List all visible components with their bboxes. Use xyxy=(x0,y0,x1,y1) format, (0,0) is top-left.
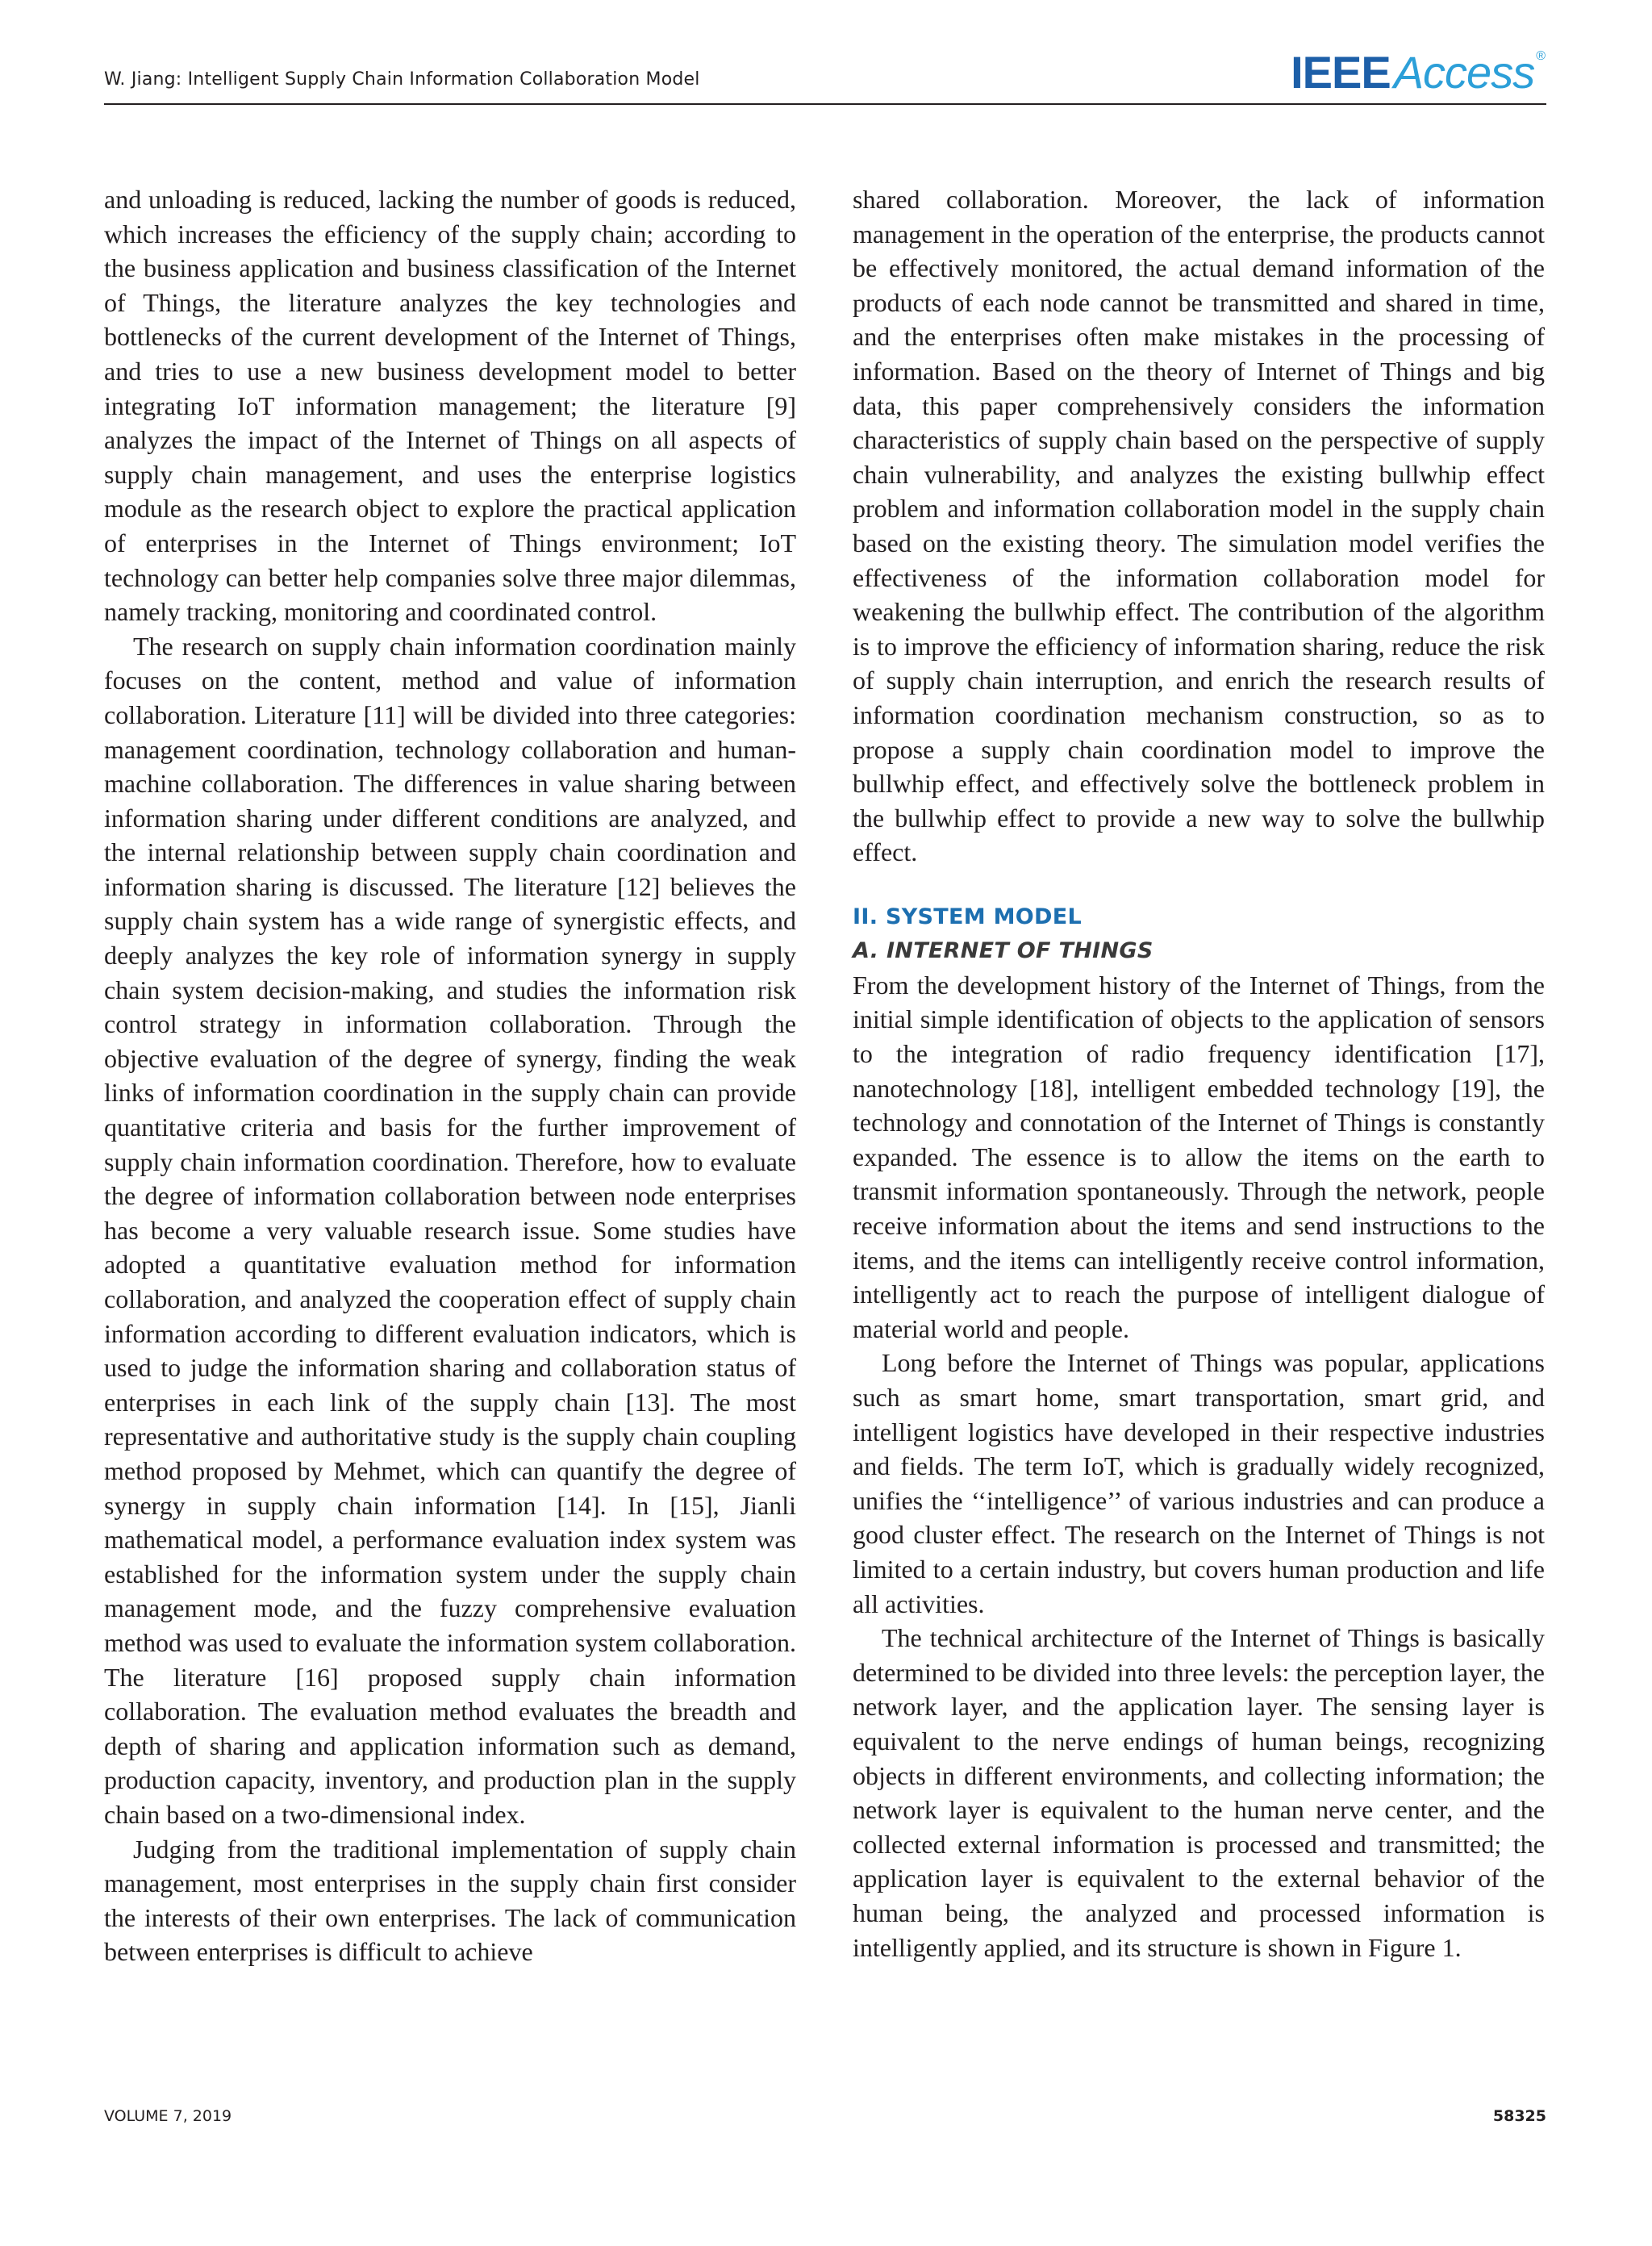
paragraph-iot-architecture: The technical architecture of the Internet of Things is basically determined to be divided into three levels: the perception layer, the network layer, and the application layer. The sensing layer is equivalent to the nerve endings of human beings, recognizing objects in different environments, and collecting information; the network layer is equivalent to the human nerve center, and the collected external information is processed and transmitted; the application layer is equivalent to the external behavior of the human being, the analyzed and processed information is intelligently applied, and its structure is shown in Figure 1. xyxy=(853,1623,1545,1962)
paragraph-traditional-implementation: Judging from the traditional implementation of supply chain management, most enterprises in the supply chain first consider the interests of their own enterprises. The lack of communication between enterprises is difficult to achieve xyxy=(104,1834,796,1967)
subsection-title: A. INTERNET OF THINGS xyxy=(853,937,1153,963)
paragraph-iot-history: From the development history of the Internet of Things, from the initial simple identification of objects to the application of sensors to the integration of radio frequency identification [17], nanotechnology [18], intelligent embedded technology [19], the technology and connotation of the Internet of Things is constantly expanded. The essence is to allow the items on the earth to transmit information spontaneously. Through the network, people receive information about the items and send instructions to the items, and the items can intelligently receive control information, intelligently act to reach the purpose of intelligent dialogue of material world and people. xyxy=(853,970,1545,1343)
logo-access-text: Access xyxy=(1393,47,1535,98)
logo-ieee-text: IEEE xyxy=(1291,47,1391,98)
running-head: W. Jiang: Intelligent Supply Chain Information Collaboration Model xyxy=(104,69,700,90)
paragraph-iot-applications: Long before the Internet of Things was popular, applications such as smart home, smart transportation, smart grid, and intelligent logistics have developed in their respective industries and fields. The term IoT, which is gradually widely recognized, unifies the ‘‘intelligence’’ of various industries and can produce a good cluster effect. The research on the Internet of Things is not limited to a certain industry, but covers human production and life all activities. xyxy=(853,1348,1545,1618)
logo-registered-mark: ® xyxy=(1536,49,1546,63)
paragraph-continued: and unloading is reduced, lacking the number of goods is reduced, which increases the efficiency of the supply chain; according to the business application and business classification of the Internet of Things, the literature analyzes the key technologies and bottlenecks of the current development of the Internet of Things, and tries to use a new business development model to better integrating IoT information management; the literature [9] analyzes the impact of the Internet of Things on all aspects of supply chain management, and uses the enterprise logistics module as the research object to explore the practical application of enterprises in the Internet of Things environment; IoT technology can better help companies solve three major dilemmas, namely tracking, monitoring and coordinated control. xyxy=(104,185,796,627)
ieee-access-logo xyxy=(1291,47,1546,98)
footer-page-number: 58325 xyxy=(1492,2107,1546,2125)
footer-volume: VOLUME 7, 2019 xyxy=(104,2107,232,2125)
header-rule xyxy=(104,103,1546,105)
paragraph-shared-collaboration: shared collaboration. Moreover, the lack of information management in the operation of the enterprise, the products cannot be effectively monitored, the actual demand information of the products of each node cannot be transmitted and shared in time, and the enterprises often make mistakes in the processing of information. Based on the theory of Internet of Things and big data, this paper comprehensively considers the information characteristics of supply chain based on the perspective of supply chain vulnerability, and analyzes the existing bullwhip effect problem and information collaboration model in the supply chain based on the existing theory. The simulation model verifies the effectiveness of the information collaboration model for weakening the bullwhip effect. The contribution of the algorithm is to improve the efficiency of information sharing, reduce the risk of supply chain interruption, and enrich the research results of information coordination mechanism construction, so as to propose a supply chain coordination model to improve the bullwhip effect, and effectively solve the bottleneck problem in the bullwhip effect to provide a new way to solve the bullwhip effect. xyxy=(853,185,1545,867)
section-title: II. SYSTEM MODEL xyxy=(853,904,1083,929)
paragraph-research-coordination: The research on supply chain information coordination mainly focuses on the content, method and value of information collaboration. Literature [11] will be divided into three categories: management coordination, technology collaboration and human-machine collaboration. The differences in value sharing between information sharing under different conditions are analyzed, and the internal relationship between supply chain coordination and information sharing is discussed. The literature [12] believes the supply chain system has a wide range of synergistic effects, and deeply analyzes the key role of information synergy in supply chain system decision-making, and studies the information risk control strategy in information collaboration. Through the objective evaluation of the degree of synergy, finding the weak links of information coordination in the supply chain can provide quantitative criteria and basis for the further improvement of supply chain information coordination. Therefore, how to evaluate the degree of information collaboration between node enterprises has become a very valuable research issue. Some studies have adopted a quantitative evaluation method for information collaboration, and analyzed the cooperation effect of supply chain information according to different evaluation indicators, which is used to judge the information sharing and collaboration status of enterprises in each link of the supply chain [13]. The most representative and authoritative study is the supply chain coupling method proposed by Mehmet, which can quantify the degree of synergy in supply chain information [14]. In [15], Jianli mathematical model, a performance evaluation index system was established for the information system under the supply chain management mode, and the fuzzy comprehensive evaluation method was used to evaluate the information system collaboration. The literature [16] proposed supply chain information collaboration. The evaluation method evaluates the breadth and depth of sharing and application information such as demand, production capacity, inventory, and production plan in the supply chain based on a two-dimensional index. xyxy=(104,631,796,1829)
right-column xyxy=(853,182,1545,1964)
left-column xyxy=(104,182,796,1969)
